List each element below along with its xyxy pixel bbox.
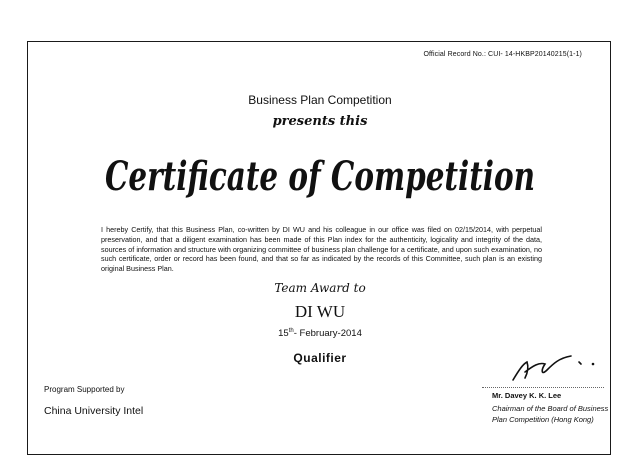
award-date-suffix: th [288,328,294,334]
competition-name: Business Plan Competition [248,93,392,107]
supporting-organization: China University Intel [44,405,144,417]
award-date [0,328,640,339]
official-record-number: Official Record No.: CUI- 14-HKBP20140215(1-1) [423,51,582,58]
certificate-title [100,140,540,208]
award-level: Qualifier [293,351,347,365]
signatory-name: Mr. Davey K. K. Lee [492,391,562,400]
signature-line [482,387,604,388]
handwritten-signature [505,350,605,386]
award-date-day: 15 [278,328,289,340]
signatory-role: Chairman of the Board of Business Plan Competition (Hong Kong) [492,404,609,424]
certificate-title-text: Certificate of Competition [105,153,535,200]
certification-statement: I hereby Certify, that this Business Plan, co-written by DI WU and his colleague in our office was filed on 02/15/2014, with perpetual preservation, and that a diligent examination has been made of this Plan index for the authenticity, logicality and integrity of the data, sources of information and structure with organizing committee of business plan challenge for a certificate, and upon such examination, no such certificate, order or record has been found, and that so far as indicated by the records of this Committee, such plan is an existing original Business Plan. [101,225,542,274]
recipient-name: DI WU [294,302,346,321]
presents-this-script: presents this [272,114,368,129]
team-award-label: Team Award to [274,281,366,295]
award-date-rest: - February-2014 [293,328,362,340]
program-supported-by-label: Program Supported by [44,385,125,394]
